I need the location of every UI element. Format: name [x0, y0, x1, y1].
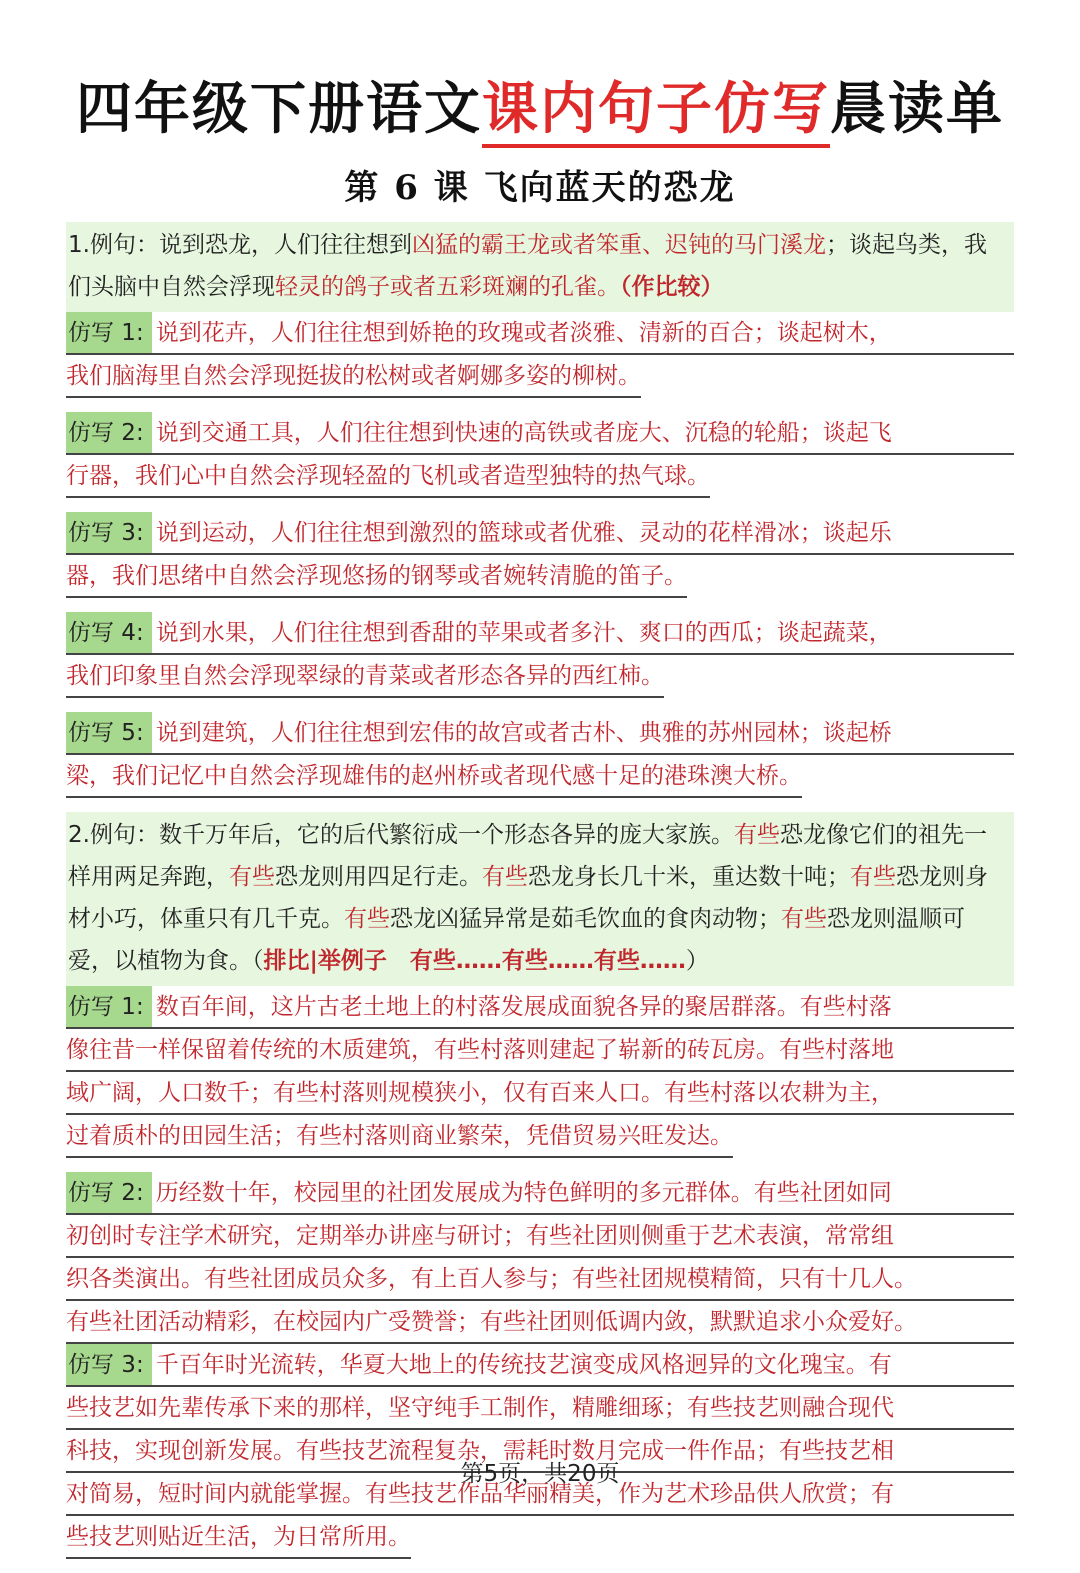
keyword: 有些 — [229, 864, 275, 890]
practice-1-4 — [66, 612, 1014, 712]
practice-line: 科技，实现创新发展。有些技艺流程复杂，需耗时数月完成一件作品；有些技艺相 — [66, 1438, 894, 1464]
practice-2-1 — [66, 986, 1014, 1172]
page-footer: 第5页，共20页 — [460, 1461, 620, 1487]
example-note: 排比|举例子 有些……有些……有些…… — [263, 948, 686, 974]
practice-line: 初创时专注学术研究，定期举办讲座与研讨；有些社团则侧重于艺术表演，常常组 — [66, 1223, 894, 1249]
example-text: ；谈起鸟类，我们头脑中自然会浮现 — [68, 232, 987, 300]
practice-tag: 仿写 3: — [66, 1344, 152, 1386]
note-bracket: ） — [685, 948, 709, 974]
title-main: 四年级下册语文 — [76, 77, 482, 142]
practice-1-3 — [66, 512, 1014, 612]
example-note: （作比较） — [620, 274, 724, 300]
example-text: 恐龙则用四足行走。 — [275, 864, 482, 890]
practice-1-2 — [66, 412, 1014, 512]
practice-line: 些技艺则贴近生活，为日常所用。 — [66, 1524, 411, 1550]
example-2 — [66, 812, 1014, 986]
keyword: 有些 — [781, 906, 827, 932]
practice-tag: 仿写 3: — [66, 512, 152, 554]
example-text: 恐龙身长几十米，重达数十吨； — [528, 864, 850, 890]
practice-line: 我们印象里自然会浮现翠绿的青菜或者形态各异的西红柿。 — [66, 663, 664, 689]
example-text: 恐龙则身材小巧，体重只有几千克。 — [68, 864, 988, 932]
practice-line: 行器，我们心中自然会浮现轻盈的飞机或者造型独特的热气球。 — [66, 463, 710, 489]
example-text: 恐龙像它们的祖先一样用两足奔跑， — [68, 822, 987, 890]
practice-line: 说到运动，人们往往想到激烈的篮球或者优雅、灵动的花样滑冰；谈起乐 — [155, 520, 892, 546]
example-1 — [66, 222, 1014, 312]
practice-line: 说到花卉，人们往往想到娇艳的玫瑰或者淡雅、清新的百合；谈起树木， — [155, 320, 892, 346]
practice-tag: 仿写 4: — [66, 612, 152, 654]
practice-line: 有些社团活动精彩，在校园内广受赞誉；有些社团则低调内敛，默默追求小众爱好。 — [66, 1309, 917, 1335]
keyword: 有些 — [850, 864, 896, 890]
lesson-heading: 第 6 课 飞向蓝天的恐龙 — [344, 168, 736, 208]
title-highlight: 课内句子仿写 — [482, 70, 830, 150]
practice-1-5 — [66, 712, 1014, 812]
example-text: 恐龙凶猛异常是茹毛饮血的食肉动物； — [390, 906, 781, 932]
example-highlight: 凶猛的霸王龙或者笨重、迟钝的马门溪龙 — [411, 232, 826, 258]
practice-line: 些技艺如先辈传承下来的那样，坚守纯手工制作，精雕细琢；有些技艺则融合现代 — [66, 1395, 894, 1421]
keyword: 有些 — [482, 864, 528, 890]
page-title — [0, 70, 1080, 150]
practice-1-1 — [66, 312, 1014, 412]
practice-tag: 仿写 2: — [66, 412, 152, 454]
practice-line: 说到水果，人们往往想到香甜的苹果或者多汁、爽口的西瓜；谈起蔬菜， — [155, 620, 892, 646]
practice-tag: 仿写 1: — [66, 312, 152, 354]
practice-line: 说到建筑，人们往往想到宏伟的故宫或者古朴、典雅的苏州园林；谈起桥 — [155, 720, 892, 746]
keyword: 有些 — [344, 906, 390, 932]
practice-tag: 仿写 5: — [66, 712, 152, 754]
practice-2-2 — [66, 1172, 1014, 1344]
practice-line: 梁，我们记忆中自然会浮现雄伟的赵州桥或者现代感十足的港珠澳大桥。 — [66, 763, 802, 789]
practice-line: 数百年间，这片古老土地上的村落发展成面貌各异的聚居群落。有些村落 — [155, 994, 892, 1020]
practice-line: 器，我们思绪中自然会浮现悠扬的钢琴或者婉转清脆的笛子。 — [66, 563, 687, 589]
practice-line: 域广阔，人口数千；有些村落则规模狭小，仅有百来人口。有些村落以农耕为主， — [66, 1080, 894, 1106]
practice-line: 千百年时光流转，华夏大地上的传统技艺演变成风格迥异的文化瑰宝。有 — [155, 1352, 892, 1378]
example-highlight: 轻灵的鸽子或者五彩斑斓的孔雀。 — [275, 274, 620, 300]
title-end: 晨读单 — [830, 77, 1004, 142]
example-text: 恐龙则温顺可爱，以植物为食。 — [68, 906, 965, 974]
practice-line: 历经数十年，校园里的社团发展成为特色鲜明的多元群体。有些社团如同 — [155, 1180, 892, 1206]
practice-line: 像往昔一样保留着传统的木质建筑，有些村落则建起了崭新的砖瓦房。有些村落地 — [66, 1037, 894, 1063]
practice-tag: 仿写 2: — [66, 1172, 152, 1214]
practice-line: 织各类演出。有些社团成员众多，有上百人参与；有些社团规模精简，只有十几人。 — [66, 1266, 917, 1292]
practice-tag: 仿写 1: — [66, 986, 152, 1028]
practice-line: 对简易，短时间内就能掌握。有些技艺作品华丽精美，作为艺术珍品供人欣赏；有 — [66, 1481, 894, 1507]
worksheet-content — [66, 222, 1014, 1573]
practice-line: 过着质朴的田园生活；有些村落则商业繁荣，凭借贸易兴旺发达。 — [66, 1123, 733, 1149]
note-bracket: （ — [252, 948, 264, 974]
example-text: 2.例句：数千万年后，它的后代繁衍成一个形态各异的庞大家族。 — [68, 822, 734, 848]
practice-line: 说到交通工具，人们往往想到快速的高铁或者庞大、沉稳的轮船；谈起飞 — [155, 420, 892, 446]
example-text: 1.例句：说到恐龙，人们往往想到 — [68, 232, 412, 258]
keyword: 有些 — [733, 822, 780, 848]
practice-line: 我们脑海里自然会浮现挺拔的松树或者婀娜多姿的柳树。 — [66, 363, 641, 389]
